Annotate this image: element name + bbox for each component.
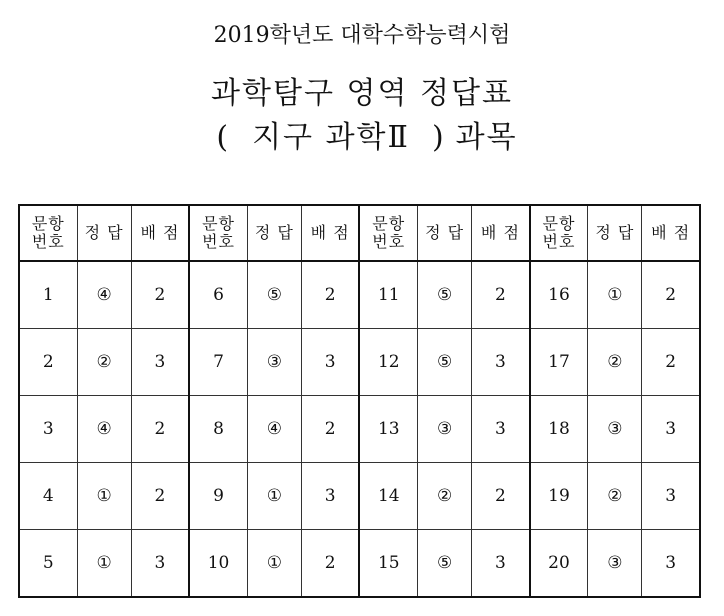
question-number-cell: 9	[189, 463, 247, 530]
points-cell: 3	[131, 530, 189, 598]
points-cell: 3	[472, 329, 530, 396]
points-cell: 2	[472, 261, 530, 329]
points-cell: 2	[131, 396, 189, 463]
question-number-cell: 18	[530, 396, 588, 463]
points-cell: 3	[472, 396, 530, 463]
subject-name: 지구 과학Ⅱ	[252, 120, 410, 155]
answer-cell: ②	[588, 463, 642, 530]
points-cell: 3	[301, 463, 359, 530]
table-header-row	[19, 205, 700, 261]
subject-suffix: 과목	[455, 120, 518, 155]
answer-cell: ④	[77, 261, 131, 329]
question-number-cell: 2	[19, 329, 77, 396]
answer-header: 정 답	[77, 205, 131, 261]
table-row	[19, 530, 700, 598]
points-header: 배 점	[472, 205, 530, 261]
answer-cell: ①	[588, 261, 642, 329]
subject-line	[0, 112, 724, 156]
points-header: 배 점	[642, 205, 700, 261]
page-title: 과학탐구 영역 정답표	[211, 76, 513, 111]
points-cell: 2	[642, 261, 700, 329]
question-number-cell: 17	[530, 329, 588, 396]
question-number-cell: 20	[530, 530, 588, 598]
question-number-cell: 5	[19, 530, 77, 598]
question-number-cell: 11	[359, 261, 417, 329]
answer-table	[18, 204, 701, 598]
question-number-cell: 4	[19, 463, 77, 530]
answer-header: 정 답	[247, 205, 301, 261]
answer-cell: ④	[77, 396, 131, 463]
question-number-cell: 6	[189, 261, 247, 329]
answer-cell: ③	[588, 530, 642, 598]
points-cell: 3	[642, 396, 700, 463]
points-cell: 3	[642, 530, 700, 598]
question-number-cell: 8	[189, 396, 247, 463]
table-row	[19, 329, 700, 396]
question-number-cell: 1	[19, 261, 77, 329]
question-number-header: 문항 번호	[530, 205, 588, 261]
table-body	[19, 261, 700, 597]
question-number-header: 문항 번호	[189, 205, 247, 261]
answer-cell: ②	[418, 463, 472, 530]
table-row	[19, 396, 700, 463]
answer-cell: ①	[247, 530, 301, 598]
question-number-cell: 13	[359, 396, 417, 463]
question-number-cell: 10	[189, 530, 247, 598]
exam-title: 2019학년도 대학수학능력시험	[213, 23, 511, 48]
question-number-cell: 12	[359, 329, 417, 396]
question-number-cell: 14	[359, 463, 417, 530]
question-number-cell: 7	[189, 329, 247, 396]
points-header: 배 점	[301, 205, 359, 261]
points-cell: 2	[642, 329, 700, 396]
table-row	[19, 463, 700, 530]
answer-cell: ⑤	[418, 530, 472, 598]
question-number-cell: 15	[359, 530, 417, 598]
answer-cell: ⑤	[418, 261, 472, 329]
answer-cell: ②	[588, 329, 642, 396]
answer-cell: ⑤	[418, 329, 472, 396]
points-cell: 2	[472, 463, 530, 530]
points-cell: 3	[472, 530, 530, 598]
points-cell: 2	[131, 463, 189, 530]
answer-cell: ②	[77, 329, 131, 396]
points-cell: 2	[301, 396, 359, 463]
question-number-header: 문항 번호	[19, 205, 77, 261]
subject-close-paren: )	[431, 120, 446, 155]
answer-cell: ③	[588, 396, 642, 463]
points-cell: 3	[642, 463, 700, 530]
answer-cell: ①	[77, 463, 131, 530]
answer-cell: ④	[247, 396, 301, 463]
table-row	[19, 261, 700, 329]
answer-cell: ③	[247, 329, 301, 396]
question-number-header: 문항 번호	[359, 205, 417, 261]
answer-cell: ⑤	[247, 261, 301, 329]
question-number-cell: 19	[530, 463, 588, 530]
answer-cell: ①	[77, 530, 131, 598]
points-header: 배 점	[131, 205, 189, 261]
answer-header: 정 답	[588, 205, 642, 261]
points-cell: 2	[301, 261, 359, 329]
answer-header: 정 답	[418, 205, 472, 261]
points-cell: 3	[131, 329, 189, 396]
question-number-cell: 3	[19, 396, 77, 463]
points-cell: 2	[131, 261, 189, 329]
answer-cell: ①	[247, 463, 301, 530]
points-cell: 3	[301, 329, 359, 396]
subject-open-paren: (	[216, 120, 231, 155]
points-cell: 2	[301, 530, 359, 598]
answer-cell: ③	[418, 396, 472, 463]
question-number-cell: 16	[530, 261, 588, 329]
